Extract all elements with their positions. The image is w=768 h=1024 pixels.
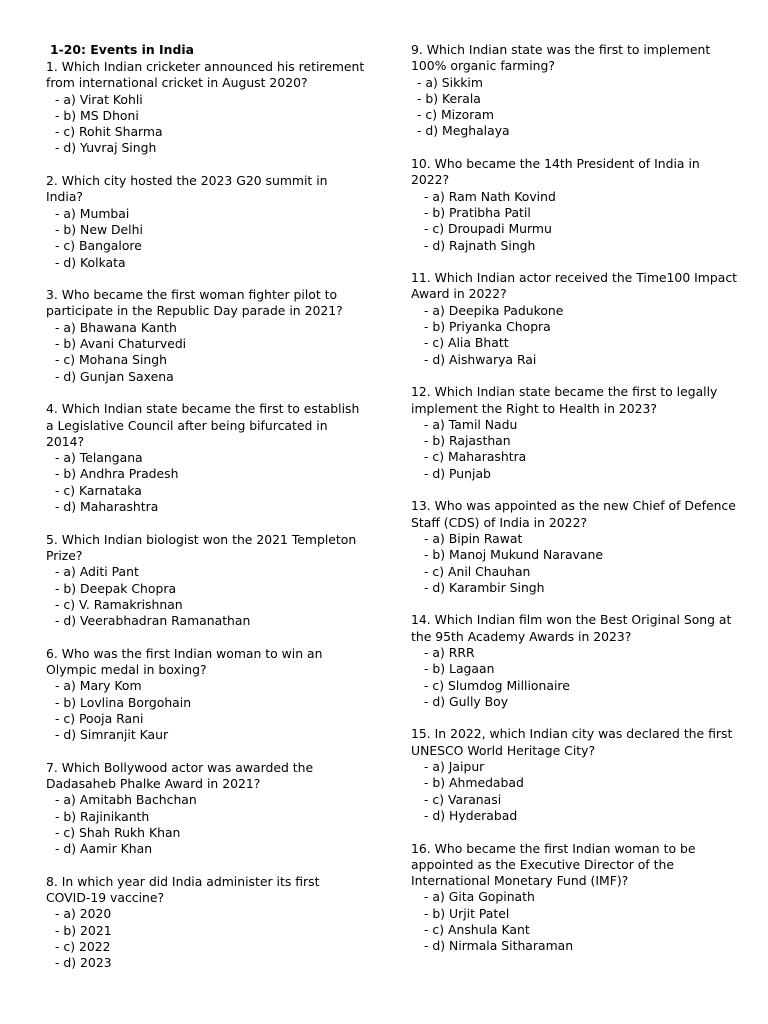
answer-option: - d) Karambir Singh	[424, 579, 545, 595]
answer-option: - b) Deepak Chopra	[55, 580, 177, 596]
answer-option: - a) Gita Gopinath	[424, 889, 535, 905]
left-column	[46, 42, 366, 988]
answer-option: - c) 2022	[55, 939, 111, 955]
question-text: 11. Which Indian actor received the Time100 Impact Award in 2022?	[411, 270, 737, 302]
answer-option: - a) Amitabh Bachchan	[55, 792, 197, 808]
answer-option: - d) Meghalaya	[417, 123, 510, 139]
question-text: 4. Which Indian state became the first to establish a Legislative Council after being bifurcated in 2014?	[46, 401, 360, 449]
question-block	[411, 726, 741, 824]
answer-option: - c) Pooja Rani	[55, 710, 144, 726]
question-text: 6. Who was the first Indian woman to win an Olympic medal in boxing?	[46, 645, 323, 677]
answer-option: - c) Karnataka	[55, 482, 142, 498]
answer-option: - c) Shah Rukh Khan	[55, 824, 181, 840]
answer-options	[411, 189, 741, 254]
question-block	[411, 841, 741, 955]
question-block	[411, 612, 741, 710]
answer-option: - c) Mizoram	[417, 107, 494, 123]
question-text: 8. In which year did India administer its first COVID-19 vaccine?	[46, 873, 320, 906]
answer-option: - b) Lovlina Borgohain	[55, 694, 192, 710]
answer-options	[46, 92, 366, 157]
answer-option: - c) Droupadi Murmu	[424, 221, 552, 237]
answer-options	[46, 450, 366, 515]
question-block	[411, 384, 741, 482]
question-text: 15. In 2022, which Indian city was declared the first UNESCO World Heritage City?	[411, 726, 733, 758]
answer-option: - a) Aditi Pant	[55, 564, 139, 580]
question-block	[411, 270, 741, 368]
question-block	[46, 287, 366, 385]
question-text: 3. Who became the first woman fighter pilot to participate in the Republic Day parade in 2021?	[46, 287, 343, 319]
answer-option: - b) Priyanka Chopra	[424, 319, 551, 335]
answer-options	[411, 417, 741, 482]
answer-option: - b) 2021	[55, 922, 112, 938]
answer-option: - a) Deepika Padukone	[424, 302, 564, 318]
answer-option: - d) Gunjan Saxena	[55, 368, 174, 384]
answer-option: - d) Nirmala Sitharaman	[424, 938, 574, 954]
answer-option: - c) Anil Chauhan	[424, 563, 531, 579]
answer-options	[411, 889, 741, 954]
question-text: 10. Who became the 14th President of India in 2022?	[411, 156, 700, 188]
answer-option: - d) Gully Boy	[424, 693, 509, 709]
question-text: 12. Which Indian state became the first to legally implement the Right to Health in 2023?	[411, 384, 718, 416]
answer-option: - a) Mumbai	[55, 205, 130, 221]
answer-option: - d) Yuvraj Singh	[55, 140, 157, 156]
answer-option: - a) Virat Kohli	[55, 91, 143, 107]
answer-option: - d) Maharashtra	[55, 499, 159, 515]
answer-option: - c) V. Ramakrishnan	[55, 596, 183, 612]
document-title: 1-20: Events in India	[50, 42, 194, 57]
answer-option: - b) Rajinikanth	[55, 808, 150, 824]
question-block	[46, 646, 366, 744]
answer-options	[411, 645, 741, 710]
answer-option: - c) Anshula Kant	[424, 922, 530, 938]
answer-options	[46, 906, 366, 971]
question-block	[411, 498, 741, 596]
question-text: 7. Which Bollywood actor was awarded the Dadasaheb Phalke Award in 2021?	[46, 759, 314, 792]
answer-option: - b) Avani Chaturvedi	[55, 336, 187, 352]
answer-option: - b) Rajasthan	[424, 433, 511, 449]
answer-option: - a) Sikkim	[417, 74, 483, 90]
question-block	[46, 173, 366, 271]
answer-options	[46, 792, 366, 857]
answer-option: - b) Manoj Mukund Naravane	[424, 547, 603, 563]
question-text: 1. Which Indian cricketer announced his retirement from international cricket in August 2020?	[46, 59, 365, 91]
question-block	[46, 874, 366, 972]
answer-option: - a) Ram Nath Kovind	[424, 188, 556, 204]
answer-option: - c) Maharashtra	[424, 449, 527, 465]
question-text: 13. Who was appointed as the new Chief of Defence Staff (CDS) of India in 2022?	[411, 498, 736, 530]
question-text: 16. Who became the first Indian woman to be appointed as the Executive Director of the International Monetary Fund (IMF)?	[411, 840, 696, 889]
question-text: 9. Which Indian state was the first to implement 100% organic farming?	[411, 42, 711, 74]
answer-option: - d) Aamir Khan	[55, 841, 153, 857]
answer-options	[411, 531, 741, 596]
answer-options	[46, 678, 366, 743]
answer-options	[411, 303, 741, 368]
answer-options	[46, 206, 366, 271]
question-block	[46, 760, 366, 858]
answer-option: - b) Lagaan	[424, 661, 495, 677]
answer-option: - d) Rajnath Singh	[424, 237, 536, 253]
answer-option: - a) 2020	[55, 906, 112, 922]
question-text: 14. Which Indian film won the Best Original Song at the 95th Academy Awards in 2023?	[411, 612, 732, 644]
answer-option: - c) Slumdog Millionaire	[424, 677, 570, 693]
answer-option: - b) Kerala	[417, 90, 481, 106]
answer-option: - a) Mary Kom	[55, 678, 142, 694]
answer-option: - a) Tamil Nadu	[424, 416, 518, 432]
answer-options	[411, 759, 741, 824]
answer-option: - a) Bipin Rawat	[424, 530, 523, 546]
question-block	[46, 532, 366, 630]
answer-option: - b) MS Dhoni	[55, 107, 139, 123]
answer-options	[46, 564, 366, 629]
question-text: 5. Which Indian biologist won the 2021 Templeton Prize?	[46, 531, 357, 563]
answer-option: - a) Bhawana Kanth	[55, 319, 177, 335]
answer-options	[411, 75, 741, 140]
answer-option: - d) Punjab	[424, 465, 491, 481]
answer-option: - c) Rohit Sharma	[55, 124, 163, 140]
answer-options	[46, 320, 366, 385]
answer-option: - d) Aishwarya Rai	[424, 351, 537, 367]
right-column	[411, 42, 741, 971]
answer-option: - d) Simranjit Kaur	[55, 727, 169, 743]
answer-option: - c) Bangalore	[55, 238, 142, 254]
answer-option: - c) Mohana Singh	[55, 352, 167, 368]
answer-option: - b) Andhra Pradesh	[55, 466, 179, 482]
answer-option: - b) Pratibha Patil	[424, 204, 531, 220]
question-block	[411, 42, 741, 140]
answer-option: - d) Hyderabad	[424, 807, 518, 823]
question-block	[46, 401, 366, 515]
answer-option: - d) Kolkata	[55, 254, 126, 270]
answer-option: - b) New Delhi	[55, 221, 143, 237]
question-text: 2. Which city hosted the 2023 G20 summit in India?	[46, 173, 328, 205]
answer-option: - b) Urjit Patel	[424, 905, 510, 921]
answer-option: - d) Veerabhadran Ramanathan	[55, 613, 251, 629]
answer-option: - d) 2023	[55, 955, 112, 971]
answer-option: - a) Jaipur	[424, 759, 485, 775]
answer-option: - c) Alia Bhatt	[424, 335, 509, 351]
answer-option: - c) Varanasi	[424, 791, 502, 807]
answer-option: - a) RRR	[424, 644, 475, 660]
answer-option: - a) Telangana	[55, 450, 143, 466]
answer-option: - b) Ahmedabad	[424, 775, 524, 791]
question-block	[46, 59, 366, 157]
question-block	[411, 156, 741, 254]
